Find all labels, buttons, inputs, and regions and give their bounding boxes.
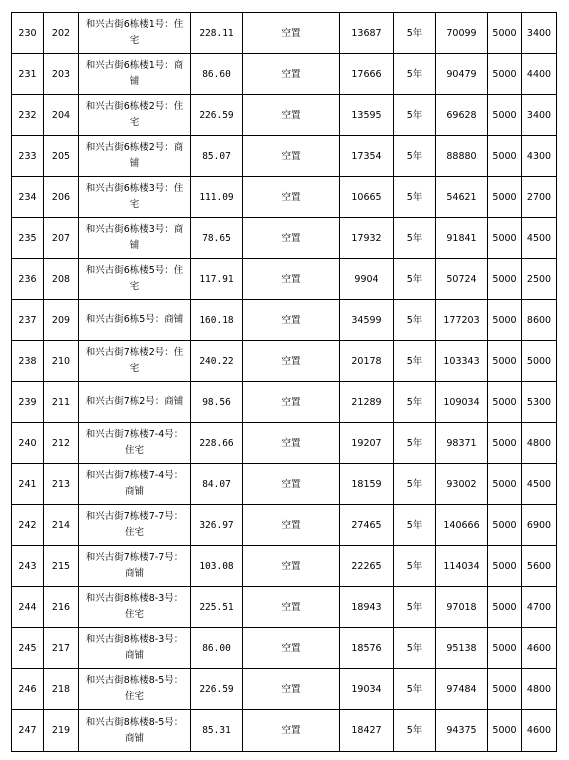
total-cell: 94375	[436, 710, 488, 752]
area-cell: 84.07	[191, 464, 243, 505]
location-cell: 和兴古街6栋楼3号：商铺	[79, 218, 191, 259]
item-number-cell: 214	[44, 505, 79, 546]
deposit-cell: 5000	[488, 546, 522, 587]
deposit-cell: 5000	[488, 13, 522, 54]
serial-number-cell: 238	[12, 341, 44, 382]
price-cell: 20178	[340, 341, 394, 382]
area-cell: 228.66	[191, 423, 243, 464]
area-cell: 111.09	[191, 177, 243, 218]
term-cell: 5年	[394, 382, 436, 423]
area-cell: 98.56	[191, 382, 243, 423]
location-cell: 和兴古街8栋楼8-5号：住宅	[79, 669, 191, 710]
table-row	[12, 382, 557, 423]
area-cell: 240.22	[191, 341, 243, 382]
table-row	[12, 505, 557, 546]
deposit-cell: 5000	[488, 136, 522, 177]
bond-cell: 4500	[522, 218, 557, 259]
deposit-cell: 5000	[488, 95, 522, 136]
serial-number-cell: 246	[12, 669, 44, 710]
term-cell: 5年	[394, 669, 436, 710]
total-cell: 54621	[436, 177, 488, 218]
price-cell: 17354	[340, 136, 394, 177]
deposit-cell: 5000	[488, 710, 522, 752]
item-number-cell: 219	[44, 710, 79, 752]
status-cell: 空置	[243, 300, 340, 341]
location-cell: 和兴古街7栋楼7-4号：商铺	[79, 464, 191, 505]
deposit-cell: 5000	[488, 669, 522, 710]
area-cell: 160.18	[191, 300, 243, 341]
serial-number-cell: 237	[12, 300, 44, 341]
bond-cell: 4300	[522, 136, 557, 177]
serial-number-cell: 231	[12, 54, 44, 95]
deposit-cell: 5000	[488, 505, 522, 546]
bond-cell: 2700	[522, 177, 557, 218]
term-cell: 5年	[394, 177, 436, 218]
area-cell: 86.60	[191, 54, 243, 95]
table-row	[12, 587, 557, 628]
bond-cell: 4600	[522, 710, 557, 752]
term-cell: 5年	[394, 464, 436, 505]
area-cell: 228.11	[191, 13, 243, 54]
item-number-cell: 211	[44, 382, 79, 423]
total-cell: 70099	[436, 13, 488, 54]
item-number-cell: 204	[44, 95, 79, 136]
status-cell: 空置	[243, 177, 340, 218]
table-body	[12, 13, 557, 752]
bond-cell: 3400	[522, 95, 557, 136]
total-cell: 140666	[436, 505, 488, 546]
serial-number-cell: 245	[12, 628, 44, 669]
bond-cell: 2500	[522, 259, 557, 300]
area-cell: 85.31	[191, 710, 243, 752]
total-cell: 109034	[436, 382, 488, 423]
term-cell: 5年	[394, 587, 436, 628]
deposit-cell: 5000	[488, 464, 522, 505]
status-cell: 空置	[243, 628, 340, 669]
total-cell: 95138	[436, 628, 488, 669]
price-cell: 18427	[340, 710, 394, 752]
term-cell: 5年	[394, 136, 436, 177]
location-cell: 和兴古街7栋楼7-7号：住宅	[79, 505, 191, 546]
table-row	[12, 13, 557, 54]
item-number-cell: 210	[44, 341, 79, 382]
item-number-cell: 203	[44, 54, 79, 95]
price-cell: 18159	[340, 464, 394, 505]
location-cell: 和兴古街7栋2号：商铺	[79, 382, 191, 423]
item-number-cell: 206	[44, 177, 79, 218]
bond-cell: 4500	[522, 464, 557, 505]
serial-number-cell: 233	[12, 136, 44, 177]
status-cell: 空置	[243, 54, 340, 95]
price-cell: 17932	[340, 218, 394, 259]
table-row	[12, 710, 557, 752]
term-cell: 5年	[394, 505, 436, 546]
area-cell: 85.07	[191, 136, 243, 177]
status-cell: 空置	[243, 95, 340, 136]
total-cell: 50724	[436, 259, 488, 300]
status-cell: 空置	[243, 341, 340, 382]
item-number-cell: 216	[44, 587, 79, 628]
location-cell: 和兴古街6栋楼1号：商铺	[79, 54, 191, 95]
item-number-cell: 209	[44, 300, 79, 341]
term-cell: 5年	[394, 710, 436, 752]
term-cell: 5年	[394, 423, 436, 464]
area-cell: 226.59	[191, 95, 243, 136]
item-number-cell: 205	[44, 136, 79, 177]
term-cell: 5年	[394, 300, 436, 341]
serial-number-cell: 232	[12, 95, 44, 136]
serial-number-cell: 241	[12, 464, 44, 505]
item-number-cell: 217	[44, 628, 79, 669]
bond-cell: 4400	[522, 54, 557, 95]
deposit-cell: 5000	[488, 382, 522, 423]
status-cell: 空置	[243, 13, 340, 54]
serial-number-cell: 230	[12, 13, 44, 54]
status-cell: 空置	[243, 136, 340, 177]
item-number-cell: 212	[44, 423, 79, 464]
price-cell: 21289	[340, 382, 394, 423]
serial-number-cell: 242	[12, 505, 44, 546]
deposit-cell: 5000	[488, 54, 522, 95]
term-cell: 5年	[394, 95, 436, 136]
term-cell: 5年	[394, 54, 436, 95]
table-row	[12, 136, 557, 177]
location-cell: 和兴古街7栋楼7-4号：住宅	[79, 423, 191, 464]
location-cell: 和兴古街6栋楼5号：住宅	[79, 259, 191, 300]
table-row	[12, 423, 557, 464]
serial-number-cell: 243	[12, 546, 44, 587]
table-row	[12, 218, 557, 259]
term-cell: 5年	[394, 13, 436, 54]
location-cell: 和兴古街8栋楼8-3号：住宅	[79, 587, 191, 628]
price-cell: 10665	[340, 177, 394, 218]
table-row	[12, 95, 557, 136]
location-cell: 和兴古街8栋楼8-5号：商铺	[79, 710, 191, 752]
total-cell: 97018	[436, 587, 488, 628]
bond-cell: 6900	[522, 505, 557, 546]
location-cell: 和兴古街8栋楼8-3号：商铺	[79, 628, 191, 669]
area-cell: 225.51	[191, 587, 243, 628]
status-cell: 空置	[243, 382, 340, 423]
price-cell: 27465	[340, 505, 394, 546]
bond-cell: 4600	[522, 628, 557, 669]
total-cell: 177203	[436, 300, 488, 341]
deposit-cell: 5000	[488, 300, 522, 341]
location-cell: 和兴古街6栋楼2号：商铺	[79, 136, 191, 177]
bond-cell: 4800	[522, 423, 557, 464]
price-cell: 18943	[340, 587, 394, 628]
item-number-cell: 202	[44, 13, 79, 54]
table-row	[12, 464, 557, 505]
term-cell: 5年	[394, 628, 436, 669]
serial-number-cell: 247	[12, 710, 44, 752]
table-row	[12, 177, 557, 218]
deposit-cell: 5000	[488, 341, 522, 382]
price-cell: 19034	[340, 669, 394, 710]
total-cell: 97484	[436, 669, 488, 710]
price-cell: 19207	[340, 423, 394, 464]
item-number-cell: 218	[44, 669, 79, 710]
table-row	[12, 300, 557, 341]
serial-number-cell: 236	[12, 259, 44, 300]
price-cell: 18576	[340, 628, 394, 669]
status-cell: 空置	[243, 505, 340, 546]
item-number-cell: 215	[44, 546, 79, 587]
area-cell: 117.91	[191, 259, 243, 300]
deposit-cell: 5000	[488, 423, 522, 464]
serial-number-cell: 240	[12, 423, 44, 464]
bond-cell: 5600	[522, 546, 557, 587]
location-cell: 和兴古街6栋楼3号：住宅	[79, 177, 191, 218]
bond-cell: 3400	[522, 13, 557, 54]
bond-cell: 4800	[522, 669, 557, 710]
term-cell: 5年	[394, 259, 436, 300]
total-cell: 103343	[436, 341, 488, 382]
bond-cell: 4700	[522, 587, 557, 628]
status-cell: 空置	[243, 587, 340, 628]
status-cell: 空置	[243, 669, 340, 710]
serial-number-cell: 235	[12, 218, 44, 259]
area-cell: 86.00	[191, 628, 243, 669]
total-cell: 114034	[436, 546, 488, 587]
serial-number-cell: 234	[12, 177, 44, 218]
status-cell: 空置	[243, 464, 340, 505]
total-cell: 98371	[436, 423, 488, 464]
price-cell: 34599	[340, 300, 394, 341]
location-cell: 和兴古街6栋5号：商铺	[79, 300, 191, 341]
total-cell: 90479	[436, 54, 488, 95]
item-number-cell: 213	[44, 464, 79, 505]
price-cell: 13687	[340, 13, 394, 54]
term-cell: 5年	[394, 341, 436, 382]
area-cell: 226.59	[191, 669, 243, 710]
status-cell: 空置	[243, 423, 340, 464]
location-cell: 和兴古街7栋楼2号：住宅	[79, 341, 191, 382]
area-cell: 326.97	[191, 505, 243, 546]
table-row	[12, 341, 557, 382]
total-cell: 88880	[436, 136, 488, 177]
serial-number-cell: 244	[12, 587, 44, 628]
price-cell: 17666	[340, 54, 394, 95]
bond-cell: 5300	[522, 382, 557, 423]
price-cell: 22265	[340, 546, 394, 587]
deposit-cell: 5000	[488, 218, 522, 259]
serial-number-cell: 239	[12, 382, 44, 423]
bond-cell: 8600	[522, 300, 557, 341]
total-cell: 91841	[436, 218, 488, 259]
deposit-cell: 5000	[488, 587, 522, 628]
deposit-cell: 5000	[488, 177, 522, 218]
term-cell: 5年	[394, 218, 436, 259]
property-table	[11, 12, 557, 752]
table-row	[12, 669, 557, 710]
table-row	[12, 628, 557, 669]
bond-cell: 5000	[522, 341, 557, 382]
table-row	[12, 259, 557, 300]
deposit-cell: 5000	[488, 628, 522, 669]
item-number-cell: 208	[44, 259, 79, 300]
location-cell: 和兴古街6栋楼2号：住宅	[79, 95, 191, 136]
area-cell: 103.08	[191, 546, 243, 587]
total-cell: 93002	[436, 464, 488, 505]
item-number-cell: 207	[44, 218, 79, 259]
term-cell: 5年	[394, 546, 436, 587]
price-cell: 9904	[340, 259, 394, 300]
status-cell: 空置	[243, 259, 340, 300]
status-cell: 空置	[243, 710, 340, 752]
status-cell: 空置	[243, 218, 340, 259]
location-cell: 和兴古街6栋楼1号：住宅	[79, 13, 191, 54]
total-cell: 69628	[436, 95, 488, 136]
table-row	[12, 54, 557, 95]
deposit-cell: 5000	[488, 259, 522, 300]
location-cell: 和兴古街7栋楼7-7号：商铺	[79, 546, 191, 587]
status-cell: 空置	[243, 546, 340, 587]
price-cell: 13595	[340, 95, 394, 136]
area-cell: 78.65	[191, 218, 243, 259]
table-row	[12, 546, 557, 587]
